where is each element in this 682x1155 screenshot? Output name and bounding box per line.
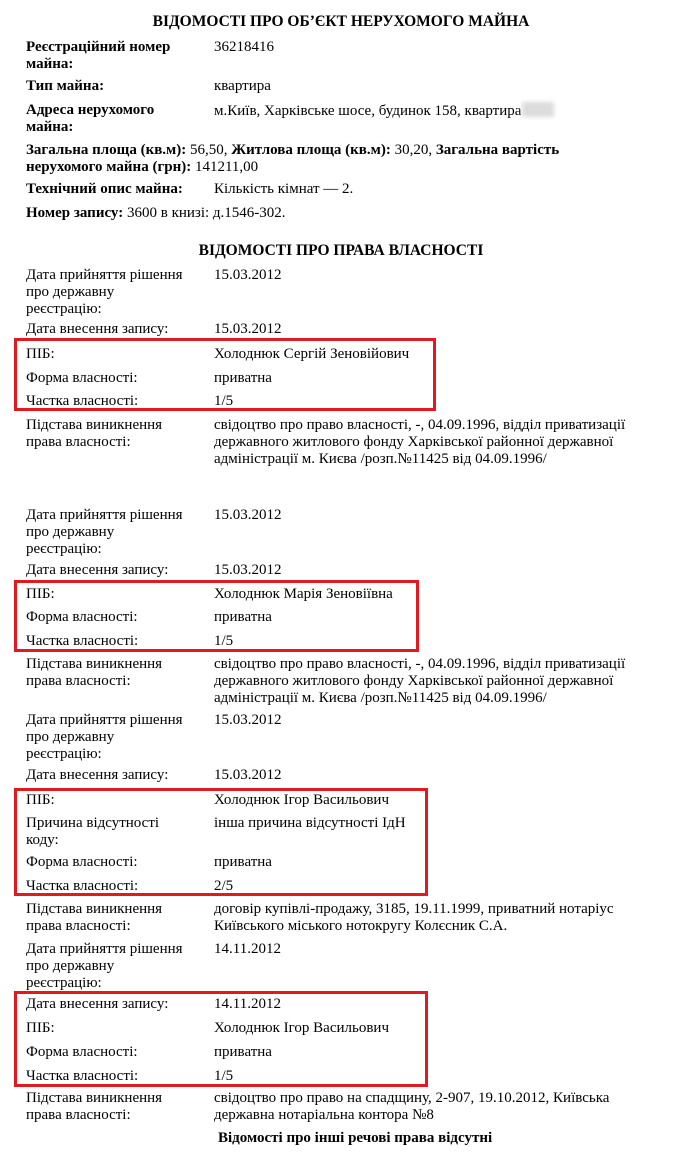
decision-date-label: Дата прийняття рішення про державну реєстрацію: [26,507,183,557]
basis-label: Підстава виникнення права власності: [26,417,163,450]
total-cost-label-a: Загальна вартість [435,142,560,158]
entry-date-label: Дата внесення запису: [26,767,169,783]
basis-label: Підстава виникнення права власності: [26,656,163,689]
ownership-section-title: ВІДОМОСТІ ПРО ПРАВА ВЛАСНОСТІ [198,242,484,259]
tech-description-value: Кількість кімнат — 2. [214,181,354,197]
basis-value: свідоцтво про право власності, -, 04.09.1996, відділ приватизації державного житлового фонду Харківської районної державної адміністрації м. Києва /розп.№11425 від 04.09.1996/ [214,656,626,706]
ownership-share-value: 1/5 [214,393,234,409]
reg-number-label: Реєстраційний номер майна: [26,39,171,72]
ownership-form-value: приватна [214,609,272,625]
ownership-share-value: 2/5 [214,878,234,894]
ownership-form-value: приватна [214,1044,272,1060]
object-section-title: ВІДОМОСТІ ПРО ОБ’ЄКТ НЕРУХОМОГО МАЙНА [152,13,530,30]
absence-reason-label: Причина відсутності коду: [26,815,160,848]
entry-date-label: Дата внесення запису: [26,996,169,1012]
owner-name-label: ПІБ: [26,792,55,808]
other-rights-note: Відомості про інші речові права відсутні [218,1130,493,1146]
ownership-form-label: Форма власності: [26,1044,138,1060]
ownership-share-label: Частка власності: [26,393,139,409]
ownership-form-value: приватна [214,854,272,870]
total-cost-label-b: нерухомого майна (грн): [26,159,192,175]
ownership-share-value: 1/5 [214,1068,234,1084]
total-area-value: 56,50, [186,142,232,158]
record-number-value: 3600 в книзі: д.1546-302. [123,205,286,221]
owner-name-label: ПІБ: [26,1020,55,1036]
address-label: Адреса нерухомого майна: [26,102,155,135]
redacted-apartment-number [522,102,554,117]
entry-date-label: Дата внесення запису: [26,562,169,578]
decision-date-label: Дата прийняття рішення про державну реєстрацію: [26,712,183,762]
owner-name-label: ПІБ: [26,346,55,362]
decision-date-value: 15.03.2012 [214,507,282,523]
living-area-value: 30,20, [390,142,436,158]
entry-date-value: 15.03.2012 [214,767,282,783]
owner-name-value: Холоднюк Ігор Васильович [214,1020,389,1036]
ownership-share-label: Частка власності: [26,633,139,649]
decision-date-value: 14.11.2012 [214,941,281,957]
reg-number-value: 36218416 [214,39,274,55]
decision-date-label: Дата прийняття рішення про державну реєстрацію: [26,267,183,317]
entry-date-value: 14.11.2012 [214,996,281,1012]
decision-date-label: Дата прийняття рішення про державну реєстрацію: [26,941,183,991]
living-area-label: Житлова площа (кв.м): [231,142,391,158]
ownership-form-label: Форма власності: [26,370,138,386]
basis-label: Підстава виникнення права власності: [26,1090,163,1123]
total-area-label: Загальна площа (кв.м): [26,142,187,158]
ownership-share-label: Частка власності: [26,1068,139,1084]
property-type-value: квартира [214,78,271,94]
owner-name-value: Холоднюк Сергій Зеновійович [214,346,410,362]
decision-date-value: 15.03.2012 [214,712,282,728]
area-cost-row [26,142,559,176]
total-cost-value: 141211,00 [191,159,259,175]
basis-value: договір купівлі-продажу, 3185, 19.11.1999, приватний нотаріус Київського міського нотокругу Колєсник С.А. [214,901,614,934]
ownership-form-label: Форма власності: [26,609,138,625]
entry-date-value: 15.03.2012 [214,321,282,337]
ownership-form-value: приватна [214,370,272,386]
entry-date-label: Дата внесення запису: [26,321,169,337]
owner-name-label: ПІБ: [26,586,55,602]
tech-description-label: Технічний опис майна: [26,181,183,197]
owner-name-value: Холоднюк Марія Зеновіївна [214,586,393,602]
ownership-share-label: Частка власності: [26,878,139,894]
basis-value: свідоцтво про право на спадщину, 2-907, 19.10.2012, Київська державна нотаріальна контора №8 [214,1090,610,1123]
absence-reason-value: інша причина відсутності ІдН [214,815,406,831]
entry-date-value: 15.03.2012 [214,562,282,578]
basis-label: Підстава виникнення права власності: [26,901,163,934]
record-number-row [26,205,286,222]
address-value: м.Київ, Харківське шосе, будинок 158, квартира [214,102,554,120]
ownership-share-value: 1/5 [214,633,234,649]
record-number-label: Номер запису: [26,205,124,221]
ownership-form-label: Форма власності: [26,854,138,870]
property-type-label: Тип майна: [26,78,105,94]
owner-name-value: Холоднюк Ігор Васильович [214,792,389,808]
decision-date-value: 15.03.2012 [214,267,282,283]
basis-value: свідоцтво про право власності, -, 04.09.1996, відділ приватизації державного житлового фонду Харківської районної державної адміністрації м. Києва /розп.№11425 від 04.09.1996/ [214,417,626,467]
